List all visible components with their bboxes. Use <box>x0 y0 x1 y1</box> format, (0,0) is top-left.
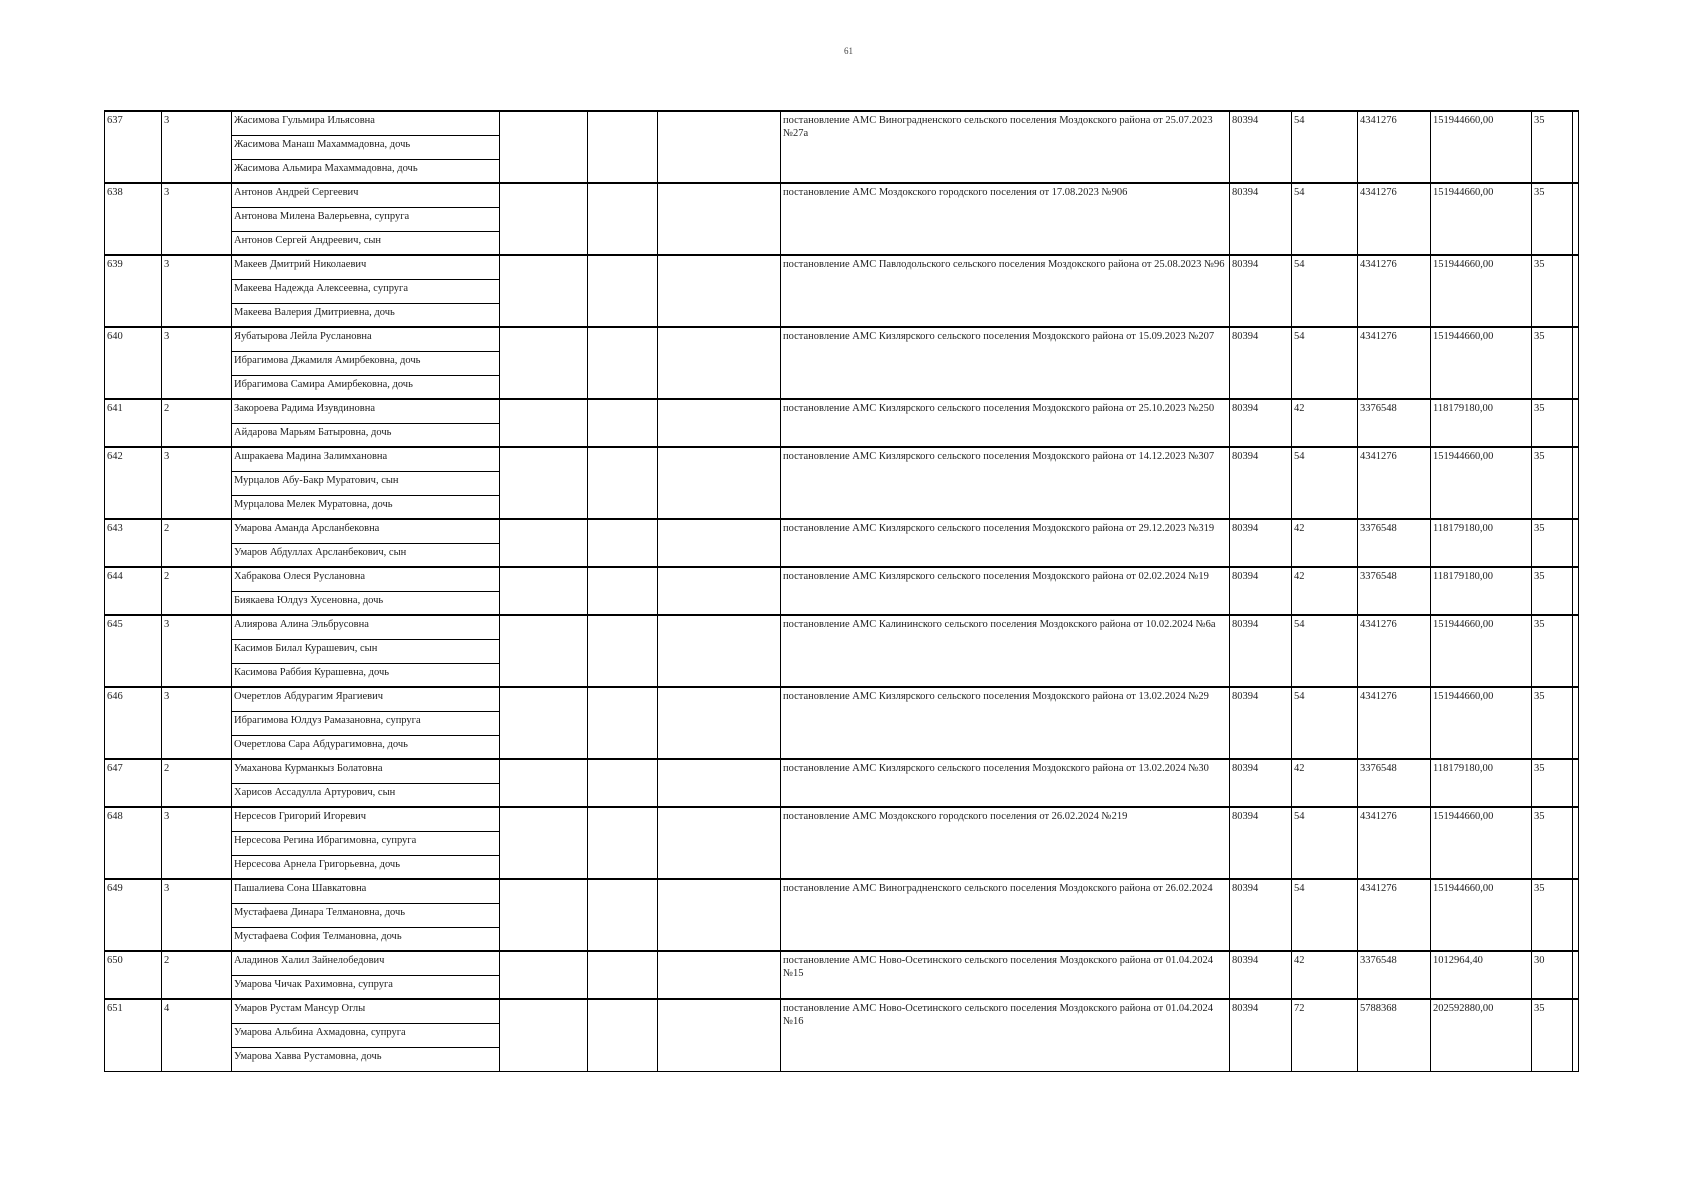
document-cell: постановление АМС Виноградненского сельского поселения Моздокского района от 26.02.2024 <box>781 879 1230 951</box>
empty-cell-c <box>658 111 781 183</box>
row-number-cell: 640 <box>105 327 162 399</box>
code-cell: 80394 <box>1230 567 1292 615</box>
percent-cell: 35 <box>1532 879 1573 951</box>
percent-cell: 35 <box>1532 255 1573 327</box>
empty-cell-c <box>658 183 781 255</box>
area-cell: 42 <box>1292 951 1358 999</box>
empty-cell-c <box>658 447 781 519</box>
sum-cell: 151944660,00 <box>1431 807 1532 879</box>
price-cell: 3376548 <box>1358 567 1431 615</box>
code-cell: 80394 <box>1230 399 1292 447</box>
document-cell: постановление АМС Кизлярского сельского поселения Моздокского района от 13.02.2024 №29 <box>781 687 1230 759</box>
document-cell: постановление АМС Павлодольского сельского поселения Моздокского района от 25.08.2023 №96 <box>781 255 1230 327</box>
code-cell: 80394 <box>1230 807 1292 879</box>
member-name-cell: Жасимова Гульмира Ильясовна <box>232 111 500 135</box>
family-size-cell: 3 <box>162 687 232 759</box>
member-name-cell: Мустафаева Динара Телмановна, дочь <box>232 903 500 927</box>
table-row <box>105 951 1579 975</box>
table-row <box>105 327 1579 351</box>
empty-cell-a <box>500 615 588 687</box>
member-name-cell: Касимов Билал Курашевич, сын <box>232 639 500 663</box>
percent-cell: 35 <box>1532 615 1573 687</box>
empty-cell-b <box>588 111 658 183</box>
price-cell: 3376548 <box>1358 951 1431 999</box>
percent-cell: 35 <box>1532 111 1573 183</box>
area-cell: 54 <box>1292 111 1358 183</box>
empty-cell-c <box>658 615 781 687</box>
family-size-cell: 3 <box>162 327 232 399</box>
empty-cell-b <box>588 183 658 255</box>
price-cell: 4341276 <box>1358 327 1431 399</box>
table-row <box>105 111 1579 135</box>
empty-cell-c <box>658 687 781 759</box>
row-number-cell: 651 <box>105 999 162 1071</box>
empty-cell-a <box>500 951 588 999</box>
sum-cell: 151944660,00 <box>1431 327 1532 399</box>
sum-cell: 151944660,00 <box>1431 879 1532 951</box>
sum-cell: 151944660,00 <box>1431 615 1532 687</box>
member-name-cell: Биякаева Юлдуз Хусеновна, дочь <box>232 591 500 615</box>
empty-cell-b <box>588 615 658 687</box>
member-name-cell: Мурцалов Абу-Бакр Муратович, сын <box>232 471 500 495</box>
trailing-cell <box>1573 567 1579 615</box>
family-size-cell: 3 <box>162 879 232 951</box>
percent-cell: 35 <box>1532 399 1573 447</box>
percent-cell: 35 <box>1532 807 1573 879</box>
area-cell: 42 <box>1292 759 1358 807</box>
document-cell: постановление АМС Виноградненского сельского поселения Моздокского района от 25.07.2023 №27а <box>781 111 1230 183</box>
sum-cell: 202592880,00 <box>1431 999 1532 1071</box>
trailing-cell <box>1573 615 1579 687</box>
member-name-cell: Очеретлова Сара Абдурагимовна, дочь <box>232 735 500 759</box>
member-name-cell: Макеев Дмитрий Николаевич <box>232 255 500 279</box>
empty-cell-b <box>588 447 658 519</box>
trailing-cell <box>1573 183 1579 255</box>
document-cell: постановление АМС Моздокского городского поселения от 26.02.2024 №219 <box>781 807 1230 879</box>
table-row <box>105 687 1579 711</box>
empty-cell-c <box>658 999 781 1071</box>
row-number-cell: 648 <box>105 807 162 879</box>
document-cell: постановление АМС Кизлярского сельского поселения Моздокского района от 29.12.2023 №319 <box>781 519 1230 567</box>
sum-cell: 151944660,00 <box>1431 111 1532 183</box>
percent-cell: 35 <box>1532 999 1573 1071</box>
member-name-cell: Пашалиева Сона Шавкатовна <box>232 879 500 903</box>
empty-cell-b <box>588 399 658 447</box>
empty-cell-a <box>500 447 588 519</box>
table-row <box>105 447 1579 471</box>
empty-cell-b <box>588 519 658 567</box>
empty-cell-b <box>588 951 658 999</box>
family-size-cell: 2 <box>162 759 232 807</box>
sum-cell: 151944660,00 <box>1431 183 1532 255</box>
page-number: 61 <box>844 46 853 56</box>
area-cell: 72 <box>1292 999 1358 1071</box>
member-name-cell: Умаров Рустам Мансур Оглы <box>232 999 500 1023</box>
row-number-cell: 643 <box>105 519 162 567</box>
document-cell: постановление АМС Кизлярского сельского поселения Моздокского района от 13.02.2024 №30 <box>781 759 1230 807</box>
empty-cell-c <box>658 399 781 447</box>
area-cell: 42 <box>1292 567 1358 615</box>
document-cell: постановление АМС Кизлярского сельского поселения Моздокского района от 15.09.2023 №207 <box>781 327 1230 399</box>
price-cell: 4341276 <box>1358 447 1431 519</box>
empty-cell-b <box>588 567 658 615</box>
family-size-cell: 3 <box>162 183 232 255</box>
member-name-cell: Ашракаева Мадина Залимхановна <box>232 447 500 471</box>
sum-cell: 151944660,00 <box>1431 687 1532 759</box>
code-cell: 80394 <box>1230 111 1292 183</box>
empty-cell-a <box>500 687 588 759</box>
area-cell: 54 <box>1292 807 1358 879</box>
empty-cell-a <box>500 327 588 399</box>
empty-cell-b <box>588 327 658 399</box>
percent-cell: 35 <box>1532 567 1573 615</box>
member-name-cell: Антонов Андрей Сергеевич <box>232 183 500 207</box>
member-name-cell: Ибрагимова Джамиля Амирбековна, дочь <box>232 351 500 375</box>
member-name-cell: Умаханова Курманкыз Болатовна <box>232 759 500 783</box>
member-name-cell: Ибрагимова Самира Амирбековна, дочь <box>232 375 500 399</box>
trailing-cell <box>1573 447 1579 519</box>
empty-cell-a <box>500 183 588 255</box>
trailing-cell <box>1573 687 1579 759</box>
trailing-cell <box>1573 807 1579 879</box>
code-cell: 80394 <box>1230 615 1292 687</box>
empty-cell-b <box>588 807 658 879</box>
empty-cell-a <box>500 999 588 1071</box>
family-size-cell: 4 <box>162 999 232 1071</box>
table-row <box>105 615 1579 639</box>
trailing-cell <box>1573 399 1579 447</box>
empty-cell-a <box>500 567 588 615</box>
area-cell: 54 <box>1292 327 1358 399</box>
empty-cell-a <box>500 759 588 807</box>
empty-cell-b <box>588 687 658 759</box>
member-name-cell: Умарова Чичак Рахимовна, супруга <box>232 975 500 999</box>
member-name-cell: Умарова Хавва Рустамовна, дочь <box>232 1047 500 1071</box>
table-row <box>105 567 1579 591</box>
price-cell: 3376548 <box>1358 519 1431 567</box>
row-number-cell: 644 <box>105 567 162 615</box>
family-size-cell: 3 <box>162 447 232 519</box>
area-cell: 42 <box>1292 519 1358 567</box>
table-row <box>105 759 1579 783</box>
price-cell: 4341276 <box>1358 807 1431 879</box>
member-name-cell: Антонов Сергей Андреевич, сын <box>232 231 500 255</box>
member-name-cell: Хабракова Олеся Руслановна <box>232 567 500 591</box>
row-number-cell: 638 <box>105 183 162 255</box>
sum-cell: 118179180,00 <box>1431 759 1532 807</box>
empty-cell-a <box>500 807 588 879</box>
empty-cell-a <box>500 519 588 567</box>
price-cell: 4341276 <box>1358 111 1431 183</box>
document-cell: постановление АМС Моздокского городского поселения от 17.08.2023 №906 <box>781 183 1230 255</box>
member-name-cell: Аладинов Халил Зайнелобедович <box>232 951 500 975</box>
sum-cell: 151944660,00 <box>1431 447 1532 519</box>
family-size-cell: 3 <box>162 111 232 183</box>
empty-cell-c <box>658 807 781 879</box>
empty-cell-c <box>658 327 781 399</box>
empty-cell-b <box>588 879 658 951</box>
price-cell: 4341276 <box>1358 183 1431 255</box>
document-cell: постановление АМС Калининского сельского поселения Моздокского района от 10.02.2024 №6а <box>781 615 1230 687</box>
document-cell: постановление АМС Ново-Осетинского сельского поселения Моздокского района от 01.04.2024 №15 <box>781 951 1230 999</box>
member-name-cell: Жасимова Альмира Махаммадовна, дочь <box>232 159 500 183</box>
area-cell: 42 <box>1292 399 1358 447</box>
member-name-cell: Умаров Абдуллах Арсланбекович, сын <box>232 543 500 567</box>
sum-cell: 118179180,00 <box>1431 399 1532 447</box>
percent-cell: 35 <box>1532 687 1573 759</box>
trailing-cell <box>1573 255 1579 327</box>
trailing-cell <box>1573 519 1579 567</box>
document-cell: постановление АМС Кизлярского сельского поселения Моздокского района от 14.12.2023 №307 <box>781 447 1230 519</box>
empty-cell-a <box>500 879 588 951</box>
member-name-cell: Нерсесова Арнела Григорьевна, дочь <box>232 855 500 879</box>
table-row <box>105 999 1579 1023</box>
code-cell: 80394 <box>1230 879 1292 951</box>
area-cell: 54 <box>1292 447 1358 519</box>
area-cell: 54 <box>1292 879 1358 951</box>
code-cell: 80394 <box>1230 951 1292 999</box>
area-cell: 54 <box>1292 687 1358 759</box>
price-cell: 4341276 <box>1358 687 1431 759</box>
price-cell: 4341276 <box>1358 255 1431 327</box>
sum-cell: 151944660,00 <box>1431 255 1532 327</box>
member-name-cell: Умарова Альбина Ахмадовна, супруга <box>232 1023 500 1047</box>
row-number-cell: 649 <box>105 879 162 951</box>
member-name-cell: Ибрагимова Юлдуз Рамазановна, супруга <box>232 711 500 735</box>
member-name-cell: Алиярова Алина Эльбрусовна <box>232 615 500 639</box>
row-number-cell: 637 <box>105 111 162 183</box>
code-cell: 80394 <box>1230 183 1292 255</box>
row-number-cell: 639 <box>105 255 162 327</box>
table-row <box>105 183 1579 207</box>
empty-cell-a <box>500 111 588 183</box>
sum-cell: 118179180,00 <box>1431 567 1532 615</box>
document-cell: постановление АМС Ново-Осетинского сельского поселения Моздокского района от 01.04.2024 №16 <box>781 999 1230 1071</box>
price-cell: 3376548 <box>1358 399 1431 447</box>
empty-cell-a <box>500 255 588 327</box>
member-name-cell: Айдарова Марьям Батыровна, дочь <box>232 423 500 447</box>
member-name-cell: Макеева Надежда Алексеевна, супруга <box>232 279 500 303</box>
price-cell: 3376548 <box>1358 759 1431 807</box>
member-name-cell: Мурцалова Мелек Муратовна, дочь <box>232 495 500 519</box>
table-row <box>105 879 1579 903</box>
row-number-cell: 642 <box>105 447 162 519</box>
trailing-cell <box>1573 111 1579 183</box>
member-name-cell: Антонова Милена Валерьевна, супруга <box>232 207 500 231</box>
empty-cell-c <box>658 879 781 951</box>
code-cell: 80394 <box>1230 327 1292 399</box>
empty-cell-c <box>658 567 781 615</box>
code-cell: 80394 <box>1230 687 1292 759</box>
price-cell: 5788368 <box>1358 999 1431 1071</box>
document-cell: постановление АМС Кизлярского сельского поселения Моздокского района от 25.10.2023 №250 <box>781 399 1230 447</box>
area-cell: 54 <box>1292 183 1358 255</box>
code-cell: 80394 <box>1230 447 1292 519</box>
sum-cell: 118179180,00 <box>1431 519 1532 567</box>
registry-table <box>104 110 1579 1072</box>
document-cell: постановление АМС Кизлярского сельского поселения Моздокского района от 02.02.2024 №19 <box>781 567 1230 615</box>
row-number-cell: 646 <box>105 687 162 759</box>
table-row <box>105 807 1579 831</box>
price-cell: 4341276 <box>1358 615 1431 687</box>
family-size-cell: 3 <box>162 615 232 687</box>
member-name-cell: Нерсесов Григорий Игоревич <box>232 807 500 831</box>
row-number-cell: 645 <box>105 615 162 687</box>
member-name-cell: Умарова Аманда Арсланбековна <box>232 519 500 543</box>
member-name-cell: Нерсесова Регина Ибрагимовна, супруга <box>232 831 500 855</box>
code-cell: 80394 <box>1230 759 1292 807</box>
sum-cell: 1012964,40 <box>1431 951 1532 999</box>
row-number-cell: 650 <box>105 951 162 999</box>
percent-cell: 35 <box>1532 327 1573 399</box>
table-row <box>105 519 1579 543</box>
family-size-cell: 3 <box>162 807 232 879</box>
member-name-cell: Очеретлов Абдурагим Ярагиевич <box>232 687 500 711</box>
percent-cell: 35 <box>1532 183 1573 255</box>
family-size-cell: 2 <box>162 567 232 615</box>
member-name-cell: Яубатырова Лейла Руслановна <box>232 327 500 351</box>
row-number-cell: 647 <box>105 759 162 807</box>
family-size-cell: 2 <box>162 399 232 447</box>
empty-cell-a <box>500 399 588 447</box>
price-cell: 4341276 <box>1358 879 1431 951</box>
trailing-cell <box>1573 879 1579 951</box>
empty-cell-c <box>658 255 781 327</box>
trailing-cell <box>1573 327 1579 399</box>
empty-cell-b <box>588 255 658 327</box>
percent-cell: 35 <box>1532 447 1573 519</box>
empty-cell-c <box>658 519 781 567</box>
member-name-cell: Касимова Раббия Курашевна, дочь <box>232 663 500 687</box>
family-size-cell: 3 <box>162 255 232 327</box>
member-name-cell: Харисов Ассадулла Артурович, сын <box>232 783 500 807</box>
percent-cell: 35 <box>1532 759 1573 807</box>
row-number-cell: 641 <box>105 399 162 447</box>
percent-cell: 35 <box>1532 519 1573 567</box>
area-cell: 54 <box>1292 255 1358 327</box>
percent-cell: 30 <box>1532 951 1573 999</box>
code-cell: 80394 <box>1230 255 1292 327</box>
table-row <box>105 399 1579 423</box>
table-row <box>105 255 1579 279</box>
member-name-cell: Мустафаева София Телмановна, дочь <box>232 927 500 951</box>
empty-cell-c <box>658 759 781 807</box>
member-name-cell: Макеева Валерия Дмитриевна, дочь <box>232 303 500 327</box>
trailing-cell <box>1573 951 1579 999</box>
member-name-cell: Закороева Радима Изувдиновна <box>232 399 500 423</box>
empty-cell-b <box>588 759 658 807</box>
member-name-cell: Жасимова Манаш Махаммадовна, дочь <box>232 135 500 159</box>
area-cell: 54 <box>1292 615 1358 687</box>
trailing-cell <box>1573 759 1579 807</box>
empty-cell-b <box>588 999 658 1071</box>
trailing-cell <box>1573 999 1579 1071</box>
code-cell: 80394 <box>1230 999 1292 1071</box>
family-size-cell: 2 <box>162 519 232 567</box>
family-size-cell: 2 <box>162 951 232 999</box>
code-cell: 80394 <box>1230 519 1292 567</box>
empty-cell-c <box>658 951 781 999</box>
